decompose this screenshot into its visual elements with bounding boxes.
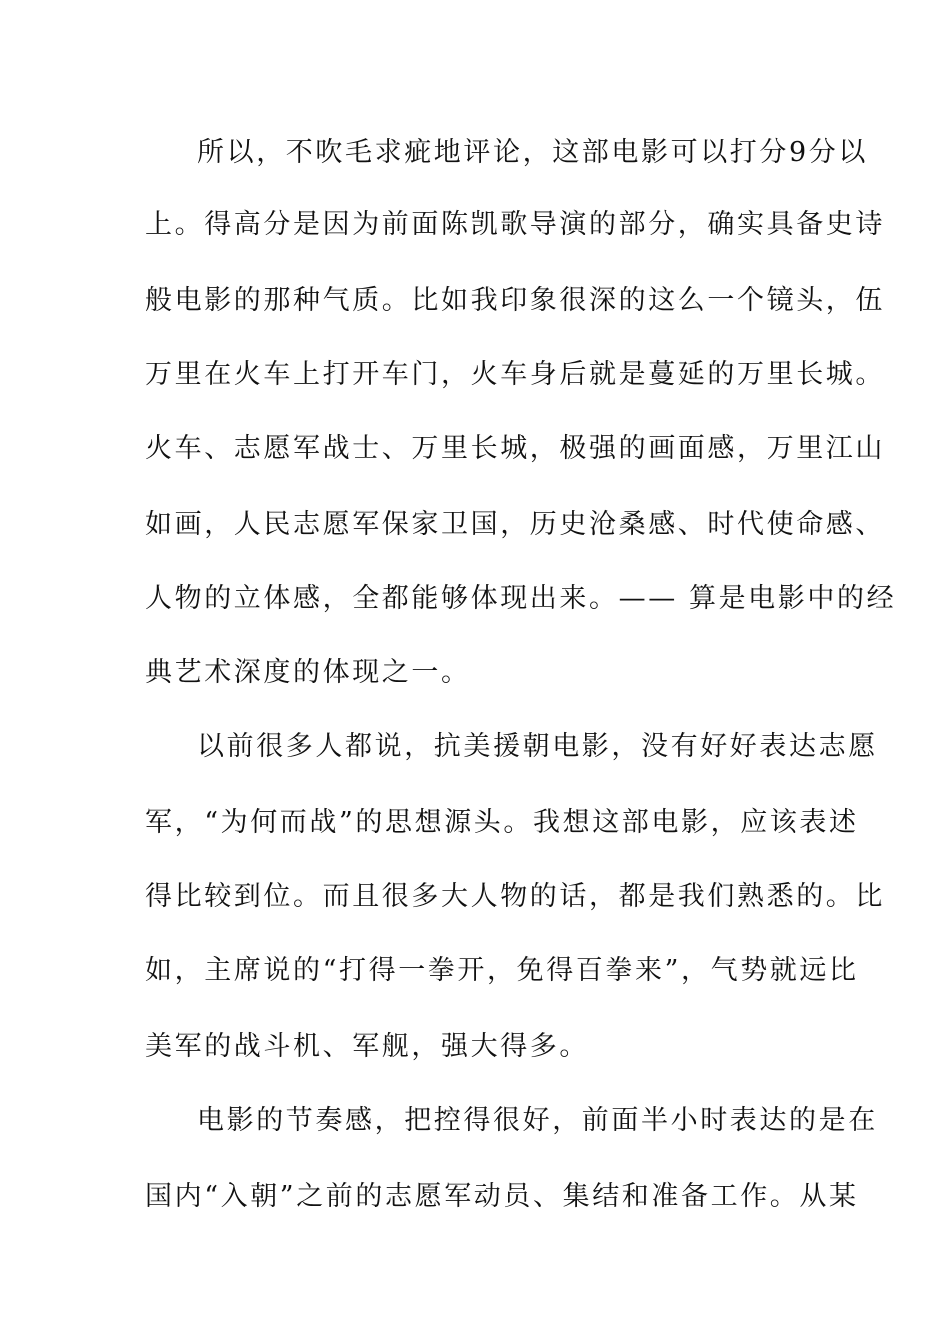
text-line: 典艺术深度的体现之一。 bbox=[145, 657, 471, 688]
text-line: 人物的立体感，全都能够体现出来。—— 算是电影中的经 bbox=[145, 583, 897, 614]
text-line: 以前很多人都说，抗美援朝电影，没有好好表达志愿 bbox=[197, 731, 878, 762]
text-line: 上。得高分是因为前面陈凯歌导演的部分，确实具备史诗 bbox=[145, 209, 885, 240]
text-line: 电影的节奏感，把控得很好，前面半小时表达的是在 bbox=[197, 1105, 878, 1136]
text-line: 美军的战斗机、军舰，强大得多。 bbox=[145, 1031, 589, 1062]
text-line: 军，“为何而战”的思想源头。我想这部电影，应该表述 bbox=[145, 807, 859, 838]
text-line: 所以，不吹毛求疵地评论，这部电影可以打分9分以 bbox=[197, 137, 868, 168]
text-line: 如，主席说的“打得一拳开，免得百拳来”，气势就远比 bbox=[145, 955, 859, 986]
text-line: 火车、志愿军战士、万里长城，极强的画面感，万里江山 bbox=[145, 433, 885, 464]
text-line: 般电影的那种气质。比如我印象很深的这么一个镜头，伍 bbox=[145, 285, 885, 316]
text-line: 万里在火车上打开车门，火车身后就是蔓延的万里长城。 bbox=[145, 359, 885, 390]
text-line: 得比较到位。而且很多大人物的话，都是我们熟悉的。比 bbox=[145, 881, 885, 912]
text-line: 国内“入朝”之前的志愿军动员、集结和准备工作。从某 bbox=[145, 1181, 859, 1212]
text-line: 如画，人民志愿军保家卫国，历史沧桑感、时代使命感、 bbox=[145, 509, 885, 540]
